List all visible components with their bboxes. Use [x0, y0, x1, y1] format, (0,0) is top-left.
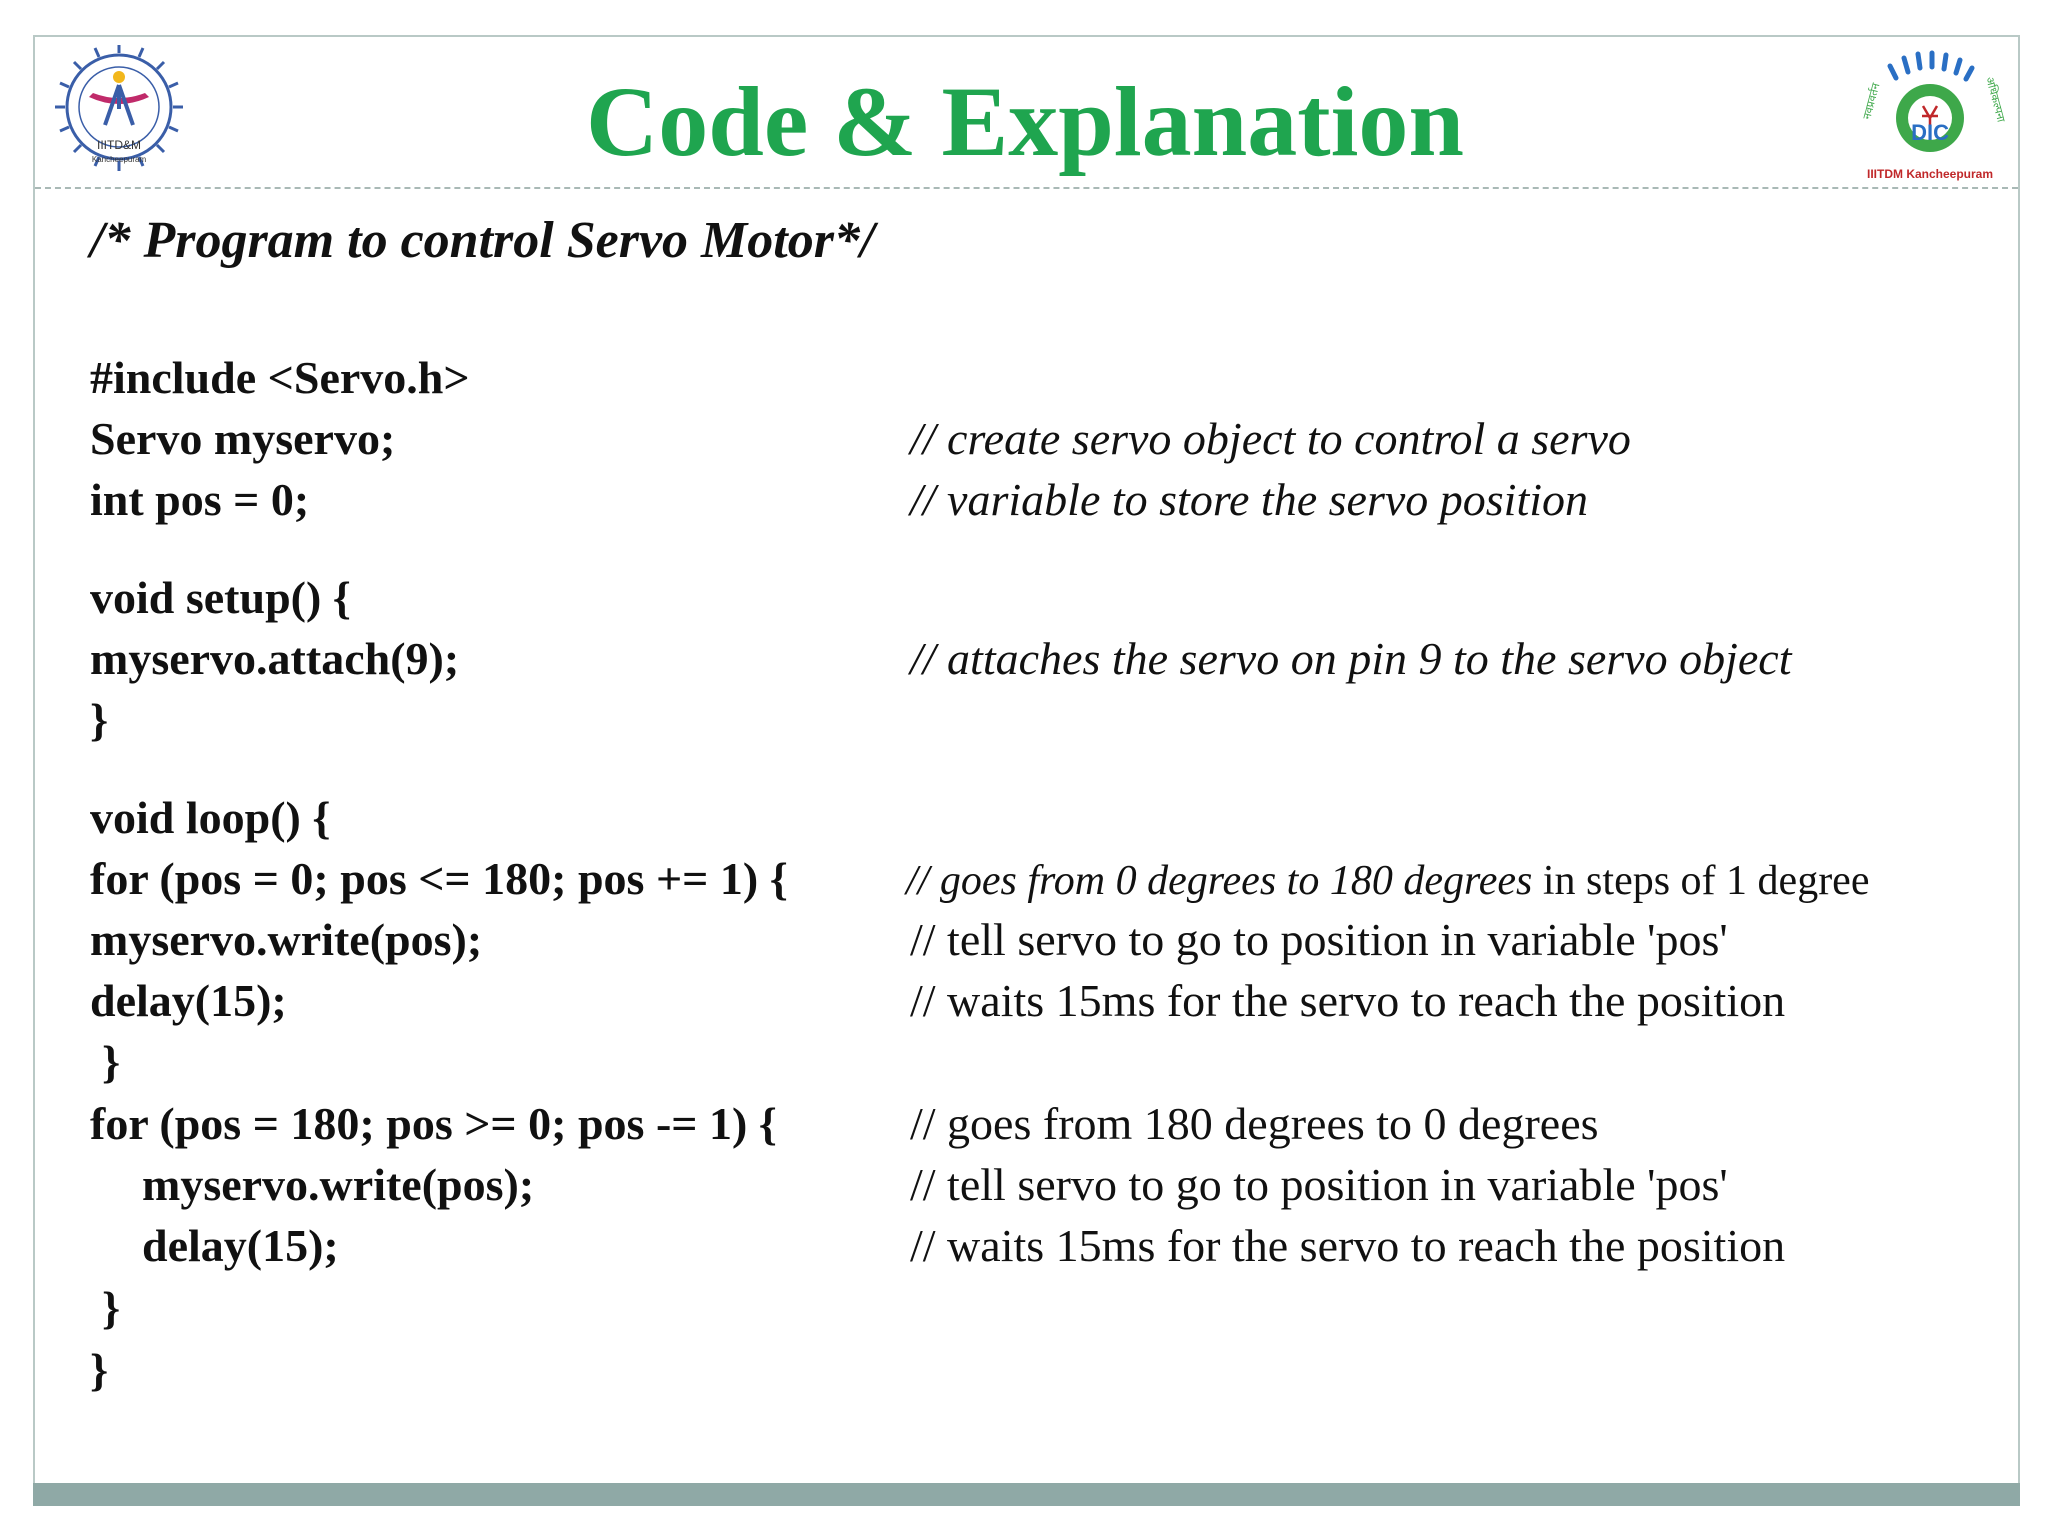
code-line-loop: void loop() {	[90, 792, 331, 843]
code-line-include: #include <Servo.h>	[90, 352, 470, 403]
code-line-for-up: for (pos = 0; pos <= 180; pos += 1) {	[90, 853, 788, 904]
right-logo-hindi-right: अधिकल्पना	[1983, 75, 2008, 124]
comment-loop-up	[906, 853, 1869, 909]
comment-loop-down: // goes from 180 degrees to 0 degrees	[910, 1098, 1599, 1149]
code-line-write-1: myservo.write(pos);	[90, 914, 483, 965]
code-line-for-up-close: }	[102, 1036, 121, 1087]
right-logo-subtext: IIITDM Kancheepuram	[1866, 167, 1994, 181]
code-line-loop-close: }	[90, 1344, 109, 1395]
code-line-delay-1: delay(15);	[90, 975, 287, 1026]
program-comment: /* Program to control Servo Motor*/	[90, 212, 875, 269]
left-logo-text: IIITD&M	[97, 138, 141, 152]
header-separator	[35, 187, 2018, 189]
iiitdm-logo-icon	[46, 45, 192, 175]
comment-write-2: // tell servo to go to position in variable 'pos'	[910, 1159, 1728, 1210]
footer-bar	[33, 1483, 2020, 1506]
comment-attach: // attaches the servo on pin 9 to the servo object	[910, 633, 1792, 684]
code-line-for-down: for (pos = 180; pos >= 0; pos -= 1) {	[90, 1098, 777, 1149]
code-line-attach: myservo.attach(9);	[90, 633, 460, 684]
code-line-servo-decl: Servo myservo;	[90, 413, 396, 464]
comment-myservo: // create servo object to control a servo	[910, 413, 1631, 464]
page-title: Code & Explanation	[586, 66, 1464, 177]
right-logo-text: DIC	[1911, 120, 1949, 145]
comment-pos: // variable to store the servo position	[910, 474, 1589, 525]
code-line-setup-close: }	[90, 694, 109, 745]
dic-logo-icon	[1848, 38, 2013, 186]
code-line-setup: void setup() {	[90, 572, 351, 623]
comment-loop-up-a: // goes from 0 degrees to 180 degrees	[906, 858, 1533, 904]
comment-loop-up-b: in steps of 1 degree	[1532, 858, 1870, 904]
code-line-for-down-close: }	[102, 1282, 121, 1333]
comment-delay-1: // waits 15ms for the servo to reach the position	[910, 975, 1786, 1026]
comment-write-1: // tell servo to go to position in variable 'pos'	[910, 914, 1728, 965]
left-logo-subtext: Kancheepuram	[91, 155, 147, 164]
code-line-write-2: myservo.write(pos);	[142, 1159, 535, 1210]
comment-delay-2: // waits 15ms for the servo to reach the position	[910, 1220, 1786, 1271]
right-logo-hindi-left: नवप्रवर्तन	[1860, 81, 1883, 121]
code-line-delay-2: delay(15);	[142, 1220, 339, 1271]
code-line-pos-decl: int pos = 0;	[90, 474, 310, 525]
